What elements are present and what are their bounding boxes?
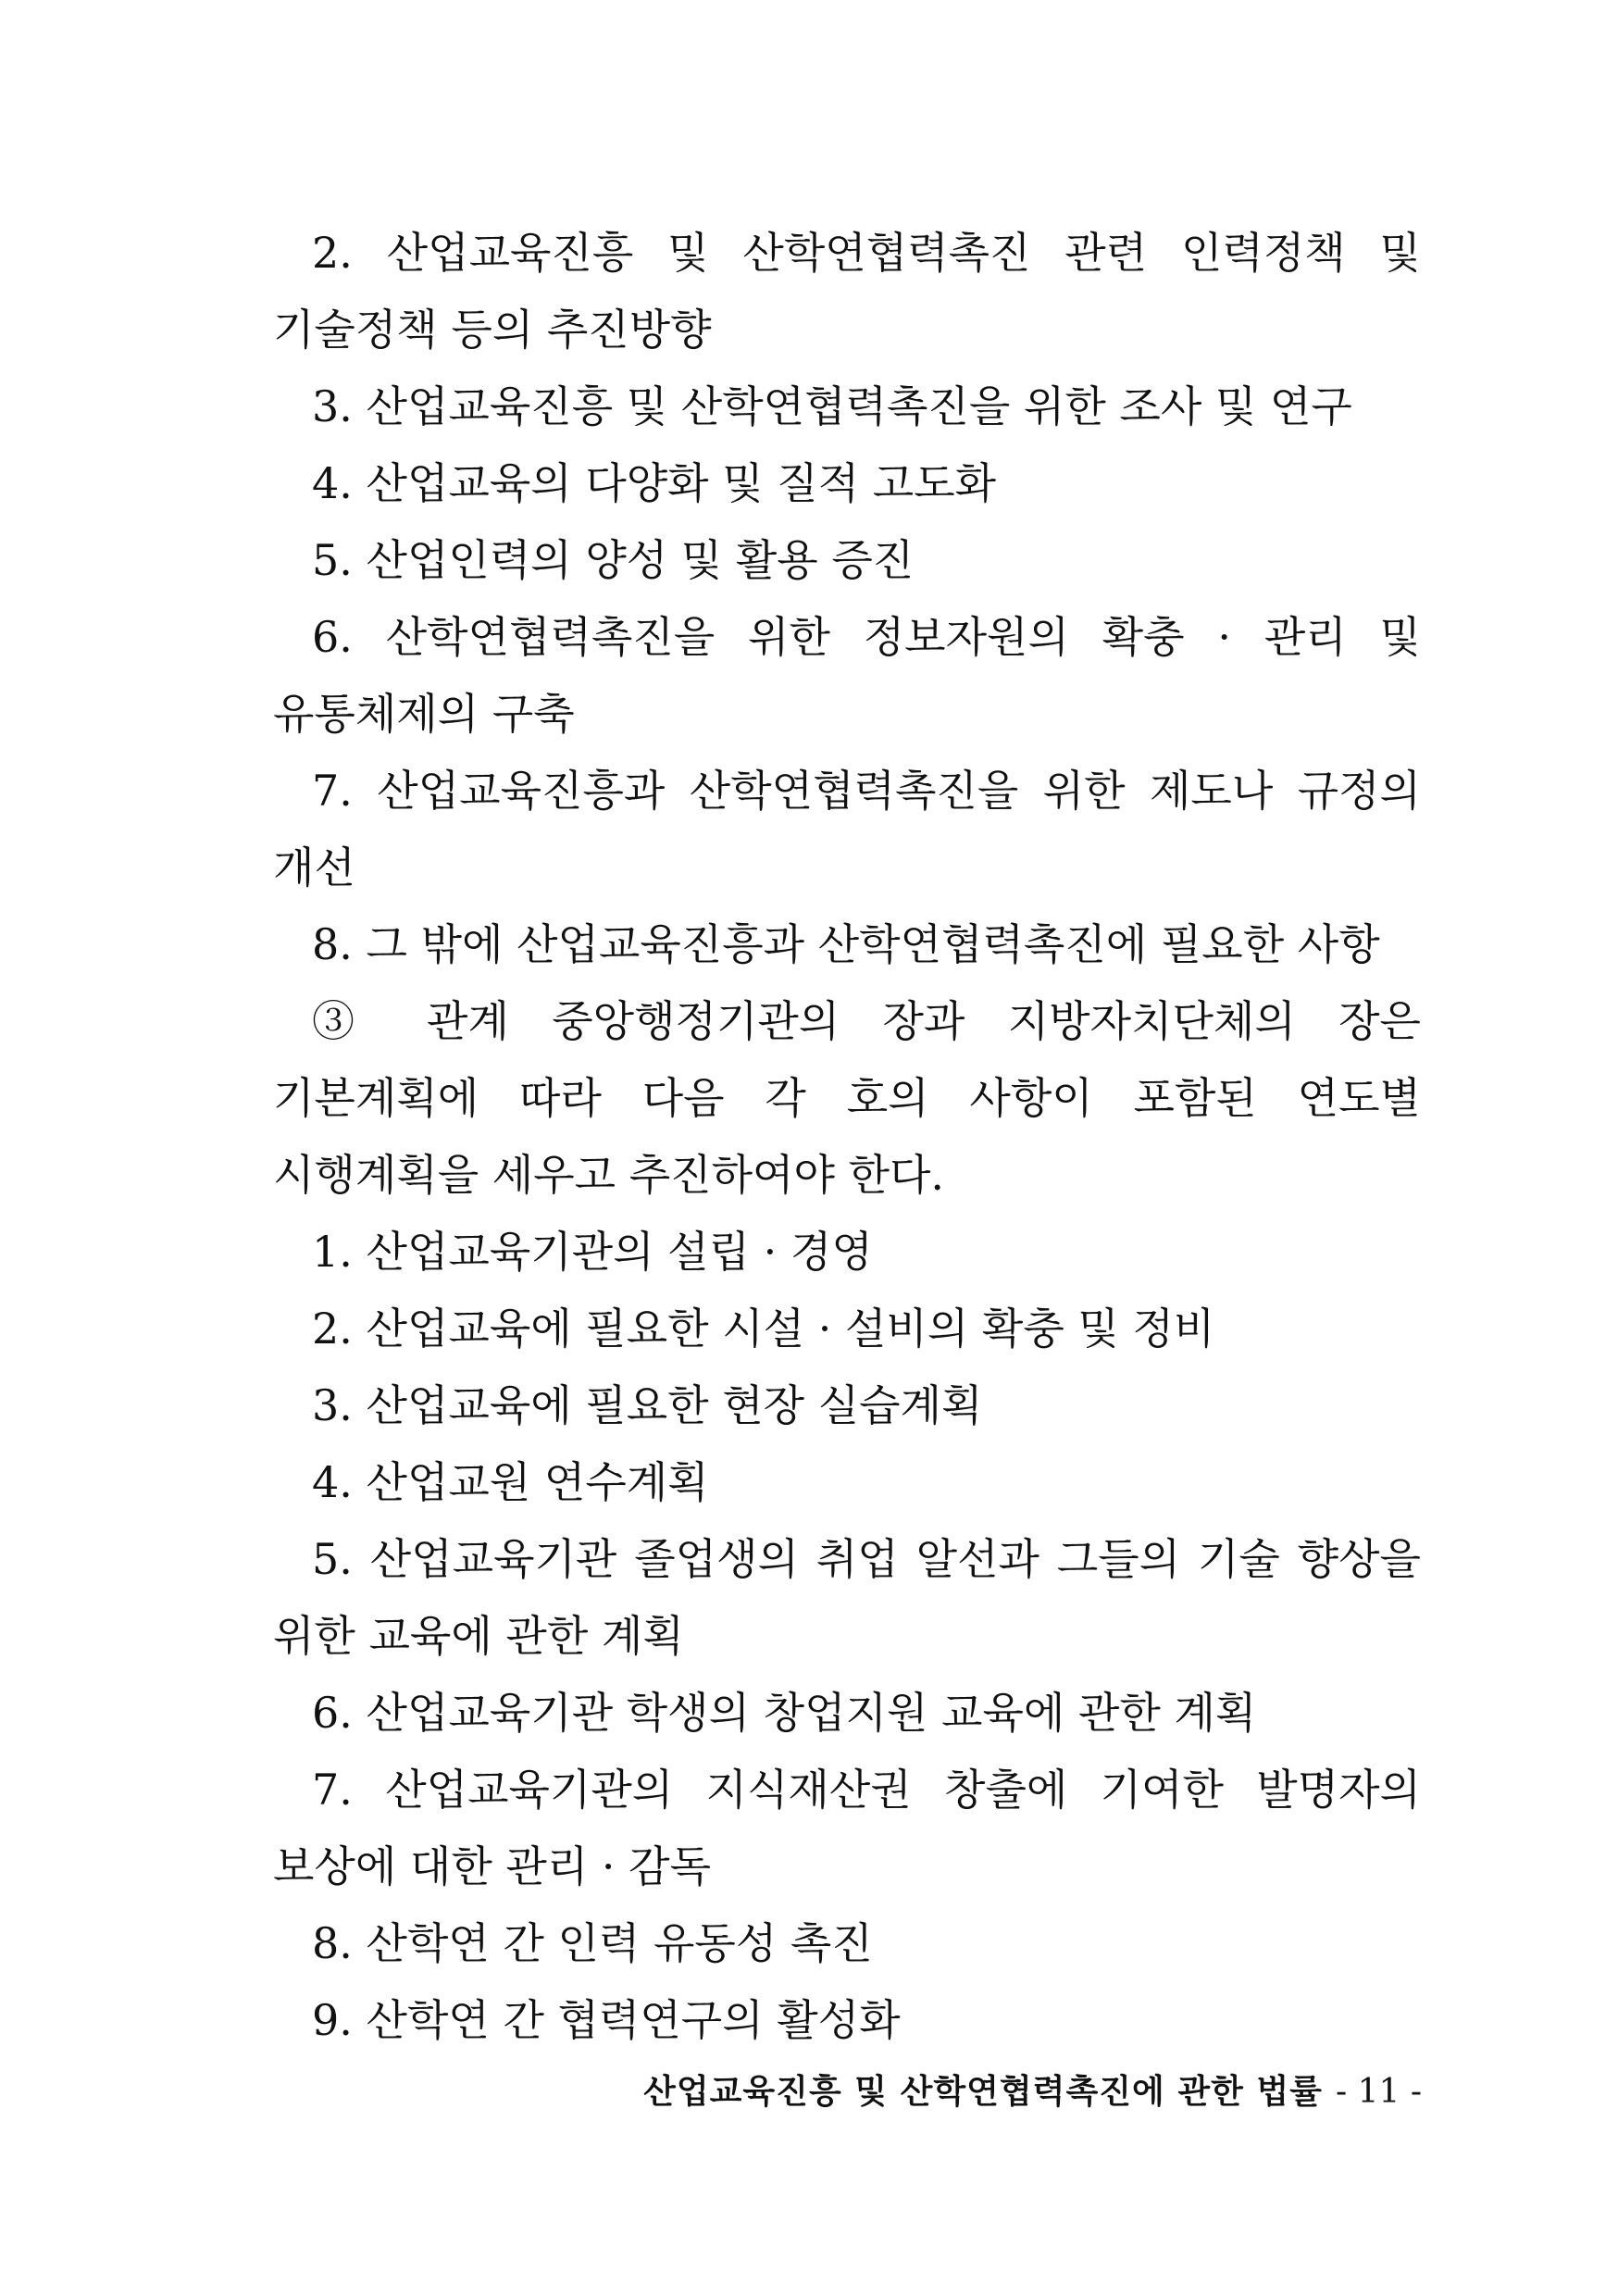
page-footer xyxy=(643,2070,1422,2115)
clause-3-paragraph: ③ 관계 중앙행정기관의 장과 지방자치단체의 장은 기본계획에 따라 다음 각 호의 사항이 포함된 연도별 시행계획을 세우고 추진하여야 한다. xyxy=(273,996,1421,1200)
list-item-2-policy-direction: 2. 산업교육진흥 및 산학연협력촉진 관련 인력정책 및 기술정책 등의 추진방향 xyxy=(273,228,1421,355)
sublist-item-5-employment: 5. 산업교육기관 졸업생의 취업 알선과 그들의 기술 향상을 위한 교육에 관한 계획 xyxy=(273,1534,1421,1661)
page-number: - 11 - xyxy=(1335,2073,1422,2111)
sublist-item-8-mobility: 8. 산학연 간 인력 유동성 촉진 xyxy=(312,1918,873,1968)
sublist-item-2-facilities: 2. 산업교육에 필요한 시설 · 설비의 확충 및 정비 xyxy=(312,1304,1215,1354)
list-item-6-information-resources: 6. 산학연협력촉진을 위한 정보자원의 확충 · 관리 및 유통체제의 구축 xyxy=(273,612,1421,739)
sublist-item-6-startup: 6. 산업교육기관 학생의 창업지원 교육에 관한 계획 xyxy=(312,1688,1257,1738)
sublist-item-9-joint-research: 9. 산학연 간 협력연구의 활성화 xyxy=(312,1995,901,2045)
sublist-item-1-establishment: 1. 산업교육기관의 설립 · 경영 xyxy=(312,1227,873,1277)
list-item-8-other-matters: 8. 그 밖에 산업교육진흥과 산학연협력촉진에 필요한 사항 xyxy=(312,919,1380,969)
footer-law-title: 산업교육진흥 및 산학연협력촉진에 관한 법률 xyxy=(643,2073,1323,2111)
sublist-item-4-teacher-training: 4. 산업교원 연수계획 xyxy=(312,1457,709,1507)
sublist-item-7-ip-rewards: 7. 산업교육기관의 지식재산권 창출에 기여한 발명자의 보상에 대한 관리 · 감독 xyxy=(273,1765,1421,1891)
sublist-item-3-field-practice: 3. 산업교육에 필요한 현장 실습계획 xyxy=(312,1380,983,1430)
list-item-5-workforce: 5. 산업인력의 양성 및 활용 증진 xyxy=(312,535,915,585)
list-item-4-diversification: 4. 산업교육의 다양화 및 질적 고도화 xyxy=(312,458,997,508)
document-body xyxy=(273,215,1421,2059)
list-item-7-regulation: 7. 산업교육진흥과 산학연협력촉진을 위한 제도나 규정의 개선 xyxy=(273,766,1421,892)
list-item-3-research: 3. 산업교육진흥 및 산학연협력촉진을 위한 조사 및 연구 xyxy=(312,381,1352,431)
